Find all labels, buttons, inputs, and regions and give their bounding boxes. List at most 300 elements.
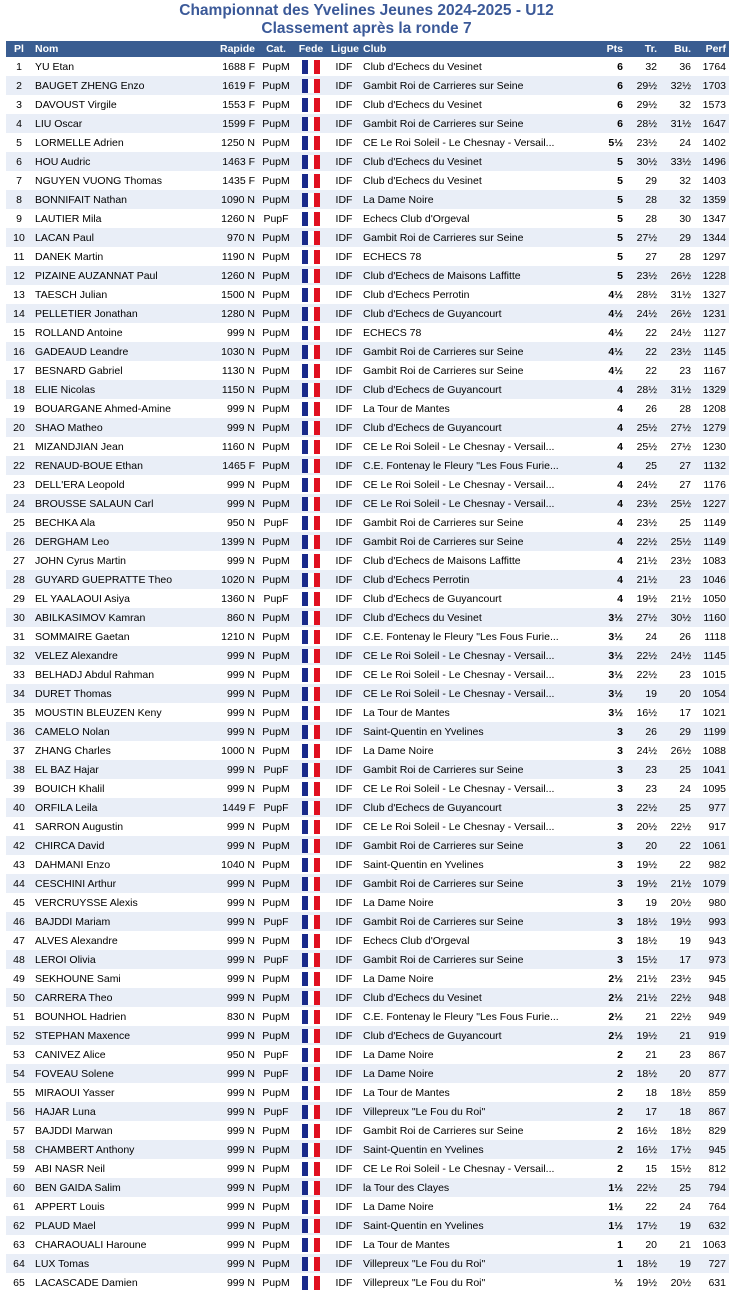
cell-pl: 61 xyxy=(13,1200,25,1213)
cell-nom[interactable]: CAMELO Nolan xyxy=(32,722,202,741)
cell-ligue: IDF xyxy=(328,646,360,665)
table-row xyxy=(6,988,729,1007)
cell-nom[interactable]: HAJAR Luna xyxy=(32,1102,202,1121)
cell-nom[interactable]: BONNIFAIT Nathan xyxy=(32,190,202,209)
cell-fede xyxy=(294,551,328,570)
cell-tr: 23 xyxy=(645,782,657,795)
cell-nom[interactable]: PELLETIER Jonathan xyxy=(32,304,202,323)
cell-pts: 3 xyxy=(617,782,623,795)
cell-tr: 20 xyxy=(645,1238,657,1251)
cell-ligue: IDF xyxy=(328,418,360,437)
col-header-ligue[interactable]: Ligue xyxy=(328,41,360,57)
col-header-nom[interactable]: Nom xyxy=(32,41,202,57)
cell-pts: 3 xyxy=(617,896,623,909)
cell-nom[interactable]: EL YAALAOUI Asiya xyxy=(35,592,130,605)
cell-ligue: IDF xyxy=(328,608,360,627)
cell-ligue: IDF xyxy=(335,858,353,871)
cell-perf: 1208 xyxy=(702,402,726,415)
france-flag-icon xyxy=(302,326,320,340)
cell-bu: 23½ xyxy=(670,554,691,567)
cell-bu: 22 xyxy=(679,858,691,871)
cell-nom[interactable]: LORMELLE Adrien xyxy=(35,136,124,149)
cell-nom[interactable]: BOUNHOL Hadrien xyxy=(35,1010,127,1023)
cell-perf: 945 xyxy=(708,972,726,985)
cell-nom[interactable]: LIU Oscar xyxy=(32,114,202,133)
cell-rapide: 999 N xyxy=(226,1124,255,1137)
cell-cat: PupM xyxy=(262,668,290,681)
france-flag-icon xyxy=(302,725,320,739)
col-header-perf[interactable]: Perf xyxy=(694,41,729,57)
cell-club: Gambit Roi de Carrieres sur Seine xyxy=(360,228,590,247)
cell-ligue: IDF xyxy=(328,342,360,361)
cell-nom[interactable]: VELEZ Alexandre xyxy=(32,646,202,665)
table-row xyxy=(6,190,729,209)
cell-tr: 18½ xyxy=(636,934,657,947)
cell-pts: 2 xyxy=(617,1124,623,1137)
cell-nom[interactable]: BAJDDI Mariam xyxy=(32,912,202,931)
cell-rapide: 860 N xyxy=(202,608,258,627)
table-row xyxy=(6,1026,729,1045)
cell-nom[interactable]: CARRERA Theo xyxy=(32,988,202,1007)
cell-tr: 22½ xyxy=(626,798,660,817)
cell-club: CE Le Roi Soleil - Le Chesnay - Versail... xyxy=(360,646,590,665)
table-row xyxy=(6,551,729,570)
table-row xyxy=(6,646,729,665)
cell-nom[interactable]: MIRAOUI Yasser xyxy=(35,1086,115,1099)
cell-nom[interactable]: BOUICH Khalil xyxy=(35,782,105,795)
cell-pl: 36 xyxy=(6,722,32,741)
cell-pts: 6 xyxy=(590,76,626,95)
cell-club: Club d'Echecs du Vesinet xyxy=(363,98,482,111)
cell-rapide: 1553 F xyxy=(222,98,255,111)
cell-perf: 949 xyxy=(708,1010,726,1023)
cell-pl: 47 xyxy=(13,934,25,947)
cell-ligue: IDF xyxy=(328,874,360,893)
cell-tr: 21 xyxy=(645,1010,657,1023)
cell-nom[interactable]: NGUYEN VUONG Thomas xyxy=(35,174,162,187)
cell-club: Echecs Club d'Orgeval xyxy=(363,934,470,947)
cell-perf: 973 xyxy=(694,950,729,969)
france-flag-icon xyxy=(302,592,320,606)
cell-nom[interactable]: ROLLAND Antoine xyxy=(35,326,123,339)
cell-cat: PupM xyxy=(258,608,294,627)
cell-perf: 1403 xyxy=(702,174,726,187)
cell-fede xyxy=(294,1121,328,1140)
france-flag-icon xyxy=(302,383,320,397)
cell-nom[interactable]: JOHN Cyrus Martin xyxy=(35,554,127,567)
cell-fede xyxy=(294,570,328,589)
cell-rapide: 1500 N xyxy=(221,288,255,301)
cell-tr: 15½ xyxy=(626,950,660,969)
cell-nom[interactable]: DURET Thomas xyxy=(32,684,202,703)
cell-ligue: IDF xyxy=(328,380,360,399)
cell-perf: 980 xyxy=(708,896,726,909)
cell-ligue: IDF xyxy=(335,174,353,187)
cell-tr: 27½ xyxy=(626,608,660,627)
cell-nom[interactable]: BROUSSE SALAUN Carl xyxy=(32,494,202,513)
cell-nom[interactable]: BAUGET ZHENG Enzo xyxy=(32,76,202,95)
cell-perf: 1230 xyxy=(702,440,726,453)
cell-fede xyxy=(294,285,328,304)
col-header-pl[interactable]: Pl xyxy=(6,41,32,57)
cell-bu: 28 xyxy=(679,250,691,263)
cell-club: CE Le Roi Soleil - Le Chesnay - Versail... xyxy=(363,820,555,833)
cell-nom[interactable]: FOVEAU Solene xyxy=(32,1064,202,1083)
cell-bu: 19½ xyxy=(660,912,694,931)
cell-perf: 1050 xyxy=(702,592,726,605)
cell-ligue: IDF xyxy=(335,592,353,605)
cell-nom[interactable]: ORFILA Leila xyxy=(32,798,202,817)
cell-rapide: 999 N xyxy=(202,684,258,703)
cell-pts: 6 xyxy=(590,114,626,133)
cell-fede xyxy=(294,1178,328,1197)
cell-ligue: IDF xyxy=(335,478,353,491)
cell-nom[interactable]: DELL'ERA Leopold xyxy=(35,478,125,491)
cell-bu: 27 xyxy=(660,456,694,475)
cell-nom[interactable]: MOUSTIN BLEUZEN Keny xyxy=(35,706,162,719)
cell-bu: 24½ xyxy=(670,326,691,339)
cell-fede xyxy=(294,475,328,494)
cell-perf: 1297 xyxy=(702,250,726,263)
cell-perf: 631 xyxy=(708,1276,726,1289)
cell-club: Club d'Echecs du Vesinet xyxy=(360,608,590,627)
cell-pl: 49 xyxy=(13,972,25,985)
cell-nom[interactable]: SHAO Matheo xyxy=(32,418,202,437)
cell-nom[interactable]: GADEAUD Leandre xyxy=(32,342,202,361)
cell-bu: 32 xyxy=(660,190,694,209)
cell-nom[interactable]: CANIVEZ Alice xyxy=(35,1048,106,1061)
cell-pl: 59 xyxy=(13,1162,25,1175)
cell-pl: 62 xyxy=(6,1216,32,1235)
cell-bu: 18½ xyxy=(670,1124,691,1137)
cell-pts: 4 xyxy=(617,554,623,567)
col-header-bu[interactable]: Bu. xyxy=(660,41,694,57)
cell-nom[interactable]: ABILKASIMOV Kamran xyxy=(32,608,202,627)
cell-nom[interactable]: YU Etan xyxy=(35,60,75,73)
col-header-club[interactable]: Club xyxy=(360,41,590,57)
cell-rapide: 999 N xyxy=(226,1162,255,1175)
cell-rapide: 1280 N xyxy=(202,304,258,323)
col-header-pts[interactable]: Pts xyxy=(590,41,626,57)
cell-nom[interactable]: LEROI Olivia xyxy=(32,950,202,969)
cell-club: ECHECS 78 xyxy=(363,326,422,339)
cell-perf: 1176 xyxy=(703,478,726,491)
cell-nom[interactable]: CHARAOUALI Haroune xyxy=(35,1238,147,1251)
cell-club: CE Le Roi Soleil - Le Chesnay - Versail... xyxy=(363,440,555,453)
cell-bu: 17½ xyxy=(660,1140,694,1159)
cell-bu: 23 xyxy=(660,570,694,589)
france-flag-icon xyxy=(302,1086,320,1100)
cell-ligue: IDF xyxy=(328,190,360,209)
cell-nom[interactable]: ZHANG Charles xyxy=(35,744,111,757)
cell-pts: 4 xyxy=(617,478,623,491)
cell-ligue: IDF xyxy=(335,896,353,909)
cell-club: La Dame Noire xyxy=(360,190,590,209)
cell-cat: PupM xyxy=(258,988,294,1007)
cell-ligue: IDF xyxy=(335,1086,353,1099)
france-flag-icon xyxy=(302,1181,320,1195)
cell-bu: 22½ xyxy=(670,820,691,833)
cell-pts: 4 xyxy=(590,418,626,437)
cell-pl: 22 xyxy=(6,456,32,475)
cell-bu: 20 xyxy=(660,1064,694,1083)
table-row xyxy=(6,1007,729,1026)
cell-cat: PupF xyxy=(258,1102,294,1121)
cell-pl: 12 xyxy=(6,266,32,285)
cell-pts: 3 xyxy=(590,798,626,817)
cell-nom[interactable]: HOU Audric xyxy=(32,152,202,171)
cell-rapide: 999 N xyxy=(202,836,258,855)
table-row xyxy=(6,456,729,475)
cell-bu: 20½ xyxy=(670,896,691,909)
cell-bu: 23 xyxy=(679,1048,691,1061)
france-flag-icon xyxy=(302,782,320,796)
cell-rapide: 999 N xyxy=(226,706,255,719)
cell-tr: 28½ xyxy=(626,380,660,399)
cell-perf: 867 xyxy=(694,1102,729,1121)
cell-fede xyxy=(294,684,328,703)
cell-perf: 1145 xyxy=(694,342,729,361)
cell-ligue: IDF xyxy=(328,1178,360,1197)
cell-tr: 16½ xyxy=(636,1124,657,1137)
cell-tr: 29 xyxy=(645,174,657,187)
cell-bu: 23½ xyxy=(670,972,691,985)
cell-ligue: IDF xyxy=(328,798,360,817)
cell-tr: 21½ xyxy=(636,972,657,985)
cell-rapide: 999 N xyxy=(226,782,255,795)
table-header xyxy=(6,41,729,57)
cell-pts: 3½ xyxy=(608,630,623,643)
cell-nom[interactable]: LACAN Paul xyxy=(32,228,202,247)
cell-cat: PupF xyxy=(258,912,294,931)
cell-ligue: IDF xyxy=(328,988,360,1007)
cell-cat: PupM xyxy=(258,1254,294,1273)
cell-pl: 18 xyxy=(6,380,32,399)
cell-nom[interactable]: CESCHINI Arthur xyxy=(32,874,202,893)
cell-fede xyxy=(294,1007,328,1026)
cell-nom[interactable]: BELHADJ Abdul Rahman xyxy=(35,668,155,681)
cell-pl: 64 xyxy=(6,1254,32,1273)
table-row xyxy=(6,874,729,893)
france-flag-icon xyxy=(302,1219,320,1233)
cell-tr: 19½ xyxy=(636,1276,657,1289)
cell-rapide: 999 N xyxy=(226,1200,255,1213)
cell-pl: 65 xyxy=(13,1276,25,1289)
cell-fede xyxy=(294,513,328,532)
cell-nom[interactable]: LAUTIER Mila xyxy=(35,212,102,225)
table-row xyxy=(6,171,729,190)
cell-cat: PupF xyxy=(258,798,294,817)
cell-nom[interactable]: STEPHAN Maxence xyxy=(32,1026,202,1045)
cell-cat: PupM xyxy=(262,820,290,833)
cell-perf: 919 xyxy=(694,1026,729,1045)
col-header-tr[interactable]: Tr. xyxy=(626,41,660,57)
cell-fede xyxy=(294,1273,328,1292)
cell-rapide: 1435 F xyxy=(222,174,255,187)
cell-nom[interactable]: SEKHOUNE Sami xyxy=(35,972,121,985)
cell-rapide: 999 N xyxy=(202,988,258,1007)
cell-pts: 4 xyxy=(617,516,623,529)
table-row xyxy=(6,1235,729,1254)
table-row xyxy=(6,684,729,703)
table-row xyxy=(6,380,729,399)
cell-cat: PupM xyxy=(262,896,290,909)
cell-nom[interactable]: GUYARD GUEPRATTE Theo xyxy=(32,570,202,589)
cell-fede xyxy=(294,380,328,399)
cell-rapide: 999 N xyxy=(202,1064,258,1083)
col-header-fede[interactable]: Fede xyxy=(294,41,328,57)
cell-tr: 21 xyxy=(645,1048,657,1061)
cell-rapide: 970 N xyxy=(202,228,258,247)
cell-ligue: IDF xyxy=(335,782,353,795)
cell-nom[interactable]: BEN GAIDA Salim xyxy=(32,1178,202,1197)
france-flag-icon xyxy=(302,630,320,644)
cell-ligue: IDF xyxy=(328,912,360,931)
cell-pts: 4 xyxy=(617,440,623,453)
cell-pl: 57 xyxy=(13,1124,25,1137)
cell-nom[interactable]: MIZANDJIAN Jean xyxy=(35,440,124,453)
france-flag-icon xyxy=(302,440,320,454)
table-row xyxy=(6,209,729,228)
cell-perf: 1347 xyxy=(702,212,726,225)
cell-nom[interactable]: APPERT Louis xyxy=(35,1200,105,1213)
cell-pts: 4 xyxy=(590,532,626,551)
cell-nom[interactable]: RENAUD-BOUE Ethan xyxy=(32,456,202,475)
cell-pts: 3½ xyxy=(608,668,623,681)
cell-club: CE Le Roi Soleil - Le Chesnay - Versail... xyxy=(363,1162,555,1175)
cell-nom[interactable]: BOUARGANE Ahmed-Amine xyxy=(35,402,171,415)
cell-nom[interactable]: PIZAINE AUZANNAT Paul xyxy=(32,266,202,285)
cell-pl: 1 xyxy=(16,60,22,73)
cell-bu: 32½ xyxy=(660,76,694,95)
cell-nom[interactable]: ALVES Alexandre xyxy=(35,934,118,947)
cell-pts: 4 xyxy=(617,592,623,605)
cell-club: la Tour des Clayes xyxy=(360,1178,590,1197)
cell-club: Gambit Roi de Carrieres sur Seine xyxy=(360,114,590,133)
cell-fede xyxy=(294,836,328,855)
cell-nom[interactable]: BESNARD Gabriel xyxy=(35,364,123,377)
cell-bu: 25 xyxy=(660,1178,694,1197)
table-row xyxy=(6,494,729,513)
cell-perf: 794 xyxy=(694,1178,729,1197)
table-row xyxy=(6,589,729,608)
cell-nom[interactable]: CHAMBERT Anthony xyxy=(32,1140,202,1159)
cell-rapide: 999 N xyxy=(202,722,258,741)
cell-nom[interactable]: DAHMANI Enzo xyxy=(35,858,111,871)
cell-tr: 19 xyxy=(645,896,657,909)
cell-nom[interactable]: SOMMAIRE Gaetan xyxy=(35,630,130,643)
cell-perf: 1132 xyxy=(694,456,729,475)
cell-perf: 632 xyxy=(694,1216,729,1235)
cell-fede xyxy=(294,57,328,76)
cell-pl: 32 xyxy=(6,646,32,665)
cell-tr: 21½ xyxy=(636,554,657,567)
cell-cat: PupM xyxy=(262,1276,290,1289)
cell-tr: 26 xyxy=(626,722,660,741)
cell-cat: PupM xyxy=(262,174,290,187)
cell-nom[interactable]: ABI NASR Neil xyxy=(35,1162,106,1175)
cell-tr: 22 xyxy=(645,1200,657,1213)
table-row xyxy=(6,361,729,380)
cell-nom[interactable]: CHIRCA David xyxy=(32,836,202,855)
col-header-rapide[interactable]: Rapide xyxy=(202,41,258,57)
cell-nom[interactable]: ELIE Nicolas xyxy=(32,380,202,399)
cell-nom[interactable]: DANEK Martin xyxy=(35,250,104,263)
cell-nom[interactable]: BECHKA Ala xyxy=(35,516,96,529)
cell-perf: 1160 xyxy=(694,608,729,627)
cell-ligue: IDF xyxy=(335,98,353,111)
cell-rapide: 1599 F xyxy=(202,114,258,133)
cell-fede xyxy=(294,494,328,513)
table-row xyxy=(6,855,729,874)
cell-pts: 4½ xyxy=(608,364,623,377)
cell-rapide: 999 N xyxy=(226,668,255,681)
cell-nom[interactable]: SARRON Augustin xyxy=(35,820,124,833)
cell-pts: 3 xyxy=(617,934,623,947)
cell-bu: 15½ xyxy=(670,1162,691,1175)
cell-rapide: 1260 N xyxy=(221,212,255,225)
cell-fede xyxy=(294,855,328,874)
cell-ligue: IDF xyxy=(328,456,360,475)
france-flag-icon xyxy=(302,345,320,359)
cell-nom[interactable]: LUX Tomas xyxy=(32,1254,202,1273)
cell-nom[interactable]: DAVOUST Virgile xyxy=(35,98,117,111)
cell-nom[interactable]: VERCRUYSSE Alexis xyxy=(35,896,138,909)
cell-fede xyxy=(294,190,328,209)
cell-nom[interactable]: LACASCADE Damien xyxy=(35,1276,138,1289)
table-row xyxy=(6,1159,729,1178)
cell-rapide: 1360 N xyxy=(221,592,255,605)
france-flag-icon xyxy=(302,649,320,663)
cell-rapide: 999 N xyxy=(202,1140,258,1159)
france-flag-icon xyxy=(302,269,320,283)
cell-cat: PupM xyxy=(262,630,290,643)
cell-bu: 21½ xyxy=(670,592,691,605)
cell-nom[interactable]: PLAUD Mael xyxy=(32,1216,202,1235)
cell-pl: 42 xyxy=(6,836,32,855)
cell-bu: 17 xyxy=(660,950,694,969)
cell-pts: 4 xyxy=(590,456,626,475)
cell-tr: 22 xyxy=(626,342,660,361)
cell-nom[interactable]: TAESCH Julian xyxy=(35,288,108,301)
table-row xyxy=(6,228,729,247)
cell-nom[interactable]: BAJDDI Marwan xyxy=(35,1124,113,1137)
col-header-cat[interactable]: Cat. xyxy=(258,41,294,57)
france-flag-icon xyxy=(302,1067,320,1081)
cell-tr: 24½ xyxy=(626,304,660,323)
table-row xyxy=(6,95,729,114)
cell-tr: 19½ xyxy=(626,1026,660,1045)
cell-nom[interactable]: EL BAZ Hajar xyxy=(32,760,202,779)
cell-fede xyxy=(294,874,328,893)
cell-cat: PupM xyxy=(258,456,294,475)
cell-pts: 3 xyxy=(617,820,623,833)
cell-ligue: IDF xyxy=(335,820,353,833)
cell-club: CE Le Roi Soleil - Le Chesnay - Versail... xyxy=(360,494,590,513)
table-row xyxy=(6,779,729,798)
cell-club: C.E. Fontenay le Fleury "Les Fous Furie... xyxy=(363,1010,559,1023)
cell-club: C.E. Fontenay le Fleury "Les Fous Furie... xyxy=(363,630,559,643)
cell-pl: 26 xyxy=(6,532,32,551)
cell-rapide: 1190 N xyxy=(221,250,255,263)
cell-ligue: IDF xyxy=(335,668,353,681)
cell-club: Gambit Roi de Carrieres sur Seine xyxy=(360,760,590,779)
cell-fede xyxy=(294,1102,328,1121)
france-flag-icon xyxy=(302,744,320,758)
cell-nom[interactable]: DERGHAM Leo xyxy=(32,532,202,551)
cell-pts: 5 xyxy=(590,190,626,209)
france-flag-icon xyxy=(302,1105,320,1119)
